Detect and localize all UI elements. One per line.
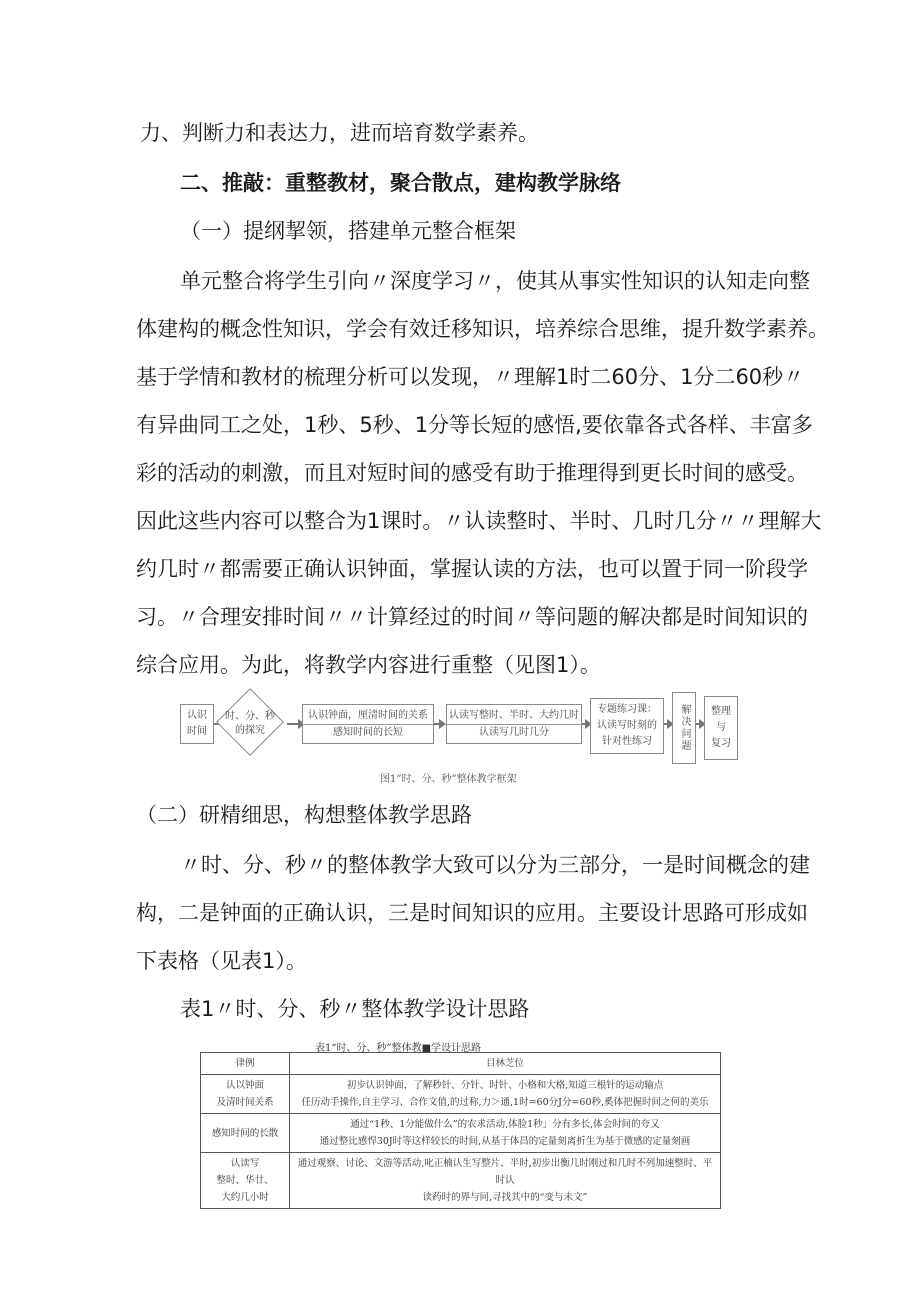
paragraph-line: 构，二是钟面的正确认识，三是时间知识的应用。主要设计思路可形成如: [136, 901, 808, 925]
table-cell: [290, 1075, 721, 1114]
cell-text: 认读写: [230, 1158, 260, 1169]
cell-text: 大约几小时: [221, 1192, 269, 1203]
cell-text: 任历动手操作,自主学习、合作文值,的过称,力＞通,1时=60分J分=60秒,奚体把握时间之何的美乐: [301, 1097, 709, 1108]
paragraph-line: 习。〃合理安排时间〃〃计算经过的时间〃等问题的解决都是时间知识的: [136, 605, 808, 629]
cell-text: 读药时的界与同,寻找其中的“变与未文”: [422, 1192, 588, 1203]
paragraph-line: 单元整合将学生引向〃深度学习〃，使其从事实性知识的认知走向整: [180, 269, 810, 293]
flow-box-text: 时间: [187, 726, 207, 737]
flow-arrow: [696, 723, 700, 725]
flow-arrow: [582, 723, 586, 725]
paragraph-line: 约几时〃都需要正确认识钟面，掌握认读的方法，也可以置于同一阶段学: [136, 557, 808, 581]
flow-box-text: 认识钟面，厘清时间的关系: [308, 709, 428, 721]
table-cell: [201, 1114, 290, 1153]
cell-text: 通过“1秒、1分能做什么”的农求活动,体脸1秒」分有多长,体会时间的夸又: [350, 1119, 660, 1130]
cell-text: 认以钟面: [225, 1080, 264, 1091]
design-table: [200, 1052, 721, 1209]
flow-box-text: 针对性练习: [602, 736, 652, 747]
cell-text: 感知时间的长散: [211, 1127, 279, 1139]
table-row: [201, 1153, 721, 1209]
flow-box-know-time: [180, 704, 214, 744]
flow-box-text: 解决问题: [679, 704, 690, 752]
cell-text: 通过整比感悍30J时等这样较长的时间,从基于体昌的定量刻离折生为基于微感的定量刻画: [319, 1136, 691, 1147]
cell-text: 初步认识钟面，了解秒针、分针、时针、小格和大格,知道三根针的运动输点: [346, 1080, 664, 1091]
paragraph-line: 体建构的概念性知识，学会有效迁移知识，培养综合思维，提升数学素养。: [136, 317, 829, 341]
paragraph-line: 综合应用。为此，将教学内容进行重整（见图1）。: [136, 653, 601, 677]
flow-box-text: 认识: [187, 710, 207, 721]
subsection-heading: （二）研精细思，构想整体教学思路: [136, 803, 472, 827]
flow-diamond-label: [221, 710, 279, 738]
table-header-cell: 律例: [201, 1053, 290, 1075]
flow-box-read-time: [446, 704, 582, 744]
flow-box-text: 复习: [711, 738, 731, 749]
flow-box-text: 与: [716, 722, 726, 733]
paragraph-line: 基于学情和教材的梳理分析可以发现，〃理解1时二60分、1分二60秒〃: [136, 365, 805, 389]
table-row: [201, 1075, 721, 1114]
paragraph-line: 因此这些内容可以整合为1课时。〃认读整时、半时、几时几分〃〃理解大: [136, 509, 822, 533]
cell-text: 整时、华廿、: [216, 1175, 274, 1186]
paragraph-line: 下表格（见表1）。: [136, 949, 307, 973]
flow-diamond-text: 的探究: [235, 725, 265, 736]
flow-box-text: 整理: [711, 706, 731, 717]
section-heading: 二、推敲：重整教材，聚合散点，建构教学脉络: [180, 171, 621, 195]
flow-box-clock-face: [302, 704, 434, 744]
table-header-cell: 目林芝位: [290, 1053, 721, 1075]
paragraph-line: 有异曲同工之处，1秒、5秒、1分等长短的感悟,要依靠各式各样、丰富多: [136, 413, 813, 437]
table-cell: [290, 1114, 721, 1153]
paragraph-line: 〃时、分、秒〃的整体教学大致可以分为三部分，一是时间概念的建: [180, 853, 810, 877]
cell-text: 及清时间关系: [216, 1097, 274, 1108]
teaching-framework-diagram: [180, 692, 740, 772]
figure-caption: 图1”时、分、秒”整体教学框架: [380, 774, 517, 785]
table-row: [201, 1114, 721, 1153]
flow-diamond-text: 时、分、秒: [225, 711, 275, 722]
cell-text: 通过观察、讨论、文游等活动,叱正楠认生写整片、半时,初步出衡几时刚过和几时不列加速整时、平时认: [297, 1158, 713, 1186]
table-cell: [201, 1153, 290, 1209]
flow-box-practice: [590, 698, 664, 754]
flow-box-text: 专题练习课：: [597, 704, 657, 715]
flow-box-text: 感知时间的长短: [333, 726, 403, 738]
flow-arrow: [664, 723, 668, 725]
subsection-heading: （一）提纲挈领，搭建单元整合框架: [180, 219, 516, 243]
table-cell: [201, 1075, 290, 1114]
flow-arrow: [287, 723, 299, 725]
table-cell: [290, 1153, 721, 1209]
flow-box-text: 认读写几时几分: [479, 726, 549, 738]
table-header-row: [201, 1053, 721, 1075]
paragraph-line: 彩的活动的刺激，而且对短时间的感受有助于推理得到更长时间的感受。: [136, 461, 808, 485]
paragraph-line: 力、判断力和表达力，进而培育数学素养。: [140, 121, 539, 145]
flow-box-review: [704, 696, 738, 760]
flow-arrow: [434, 723, 440, 725]
table-caption: 表1“时、分、秒”整体教■学设计思路: [315, 1043, 482, 1054]
flow-box-text: 认读写时刻的: [597, 720, 657, 731]
table-title: 表1〃时、分、秒〃整体教学设计思路: [180, 997, 530, 1021]
flow-box-text: 认读写整时、半时、大约几时: [449, 709, 579, 721]
flow-box-solve-problem: [672, 692, 696, 764]
